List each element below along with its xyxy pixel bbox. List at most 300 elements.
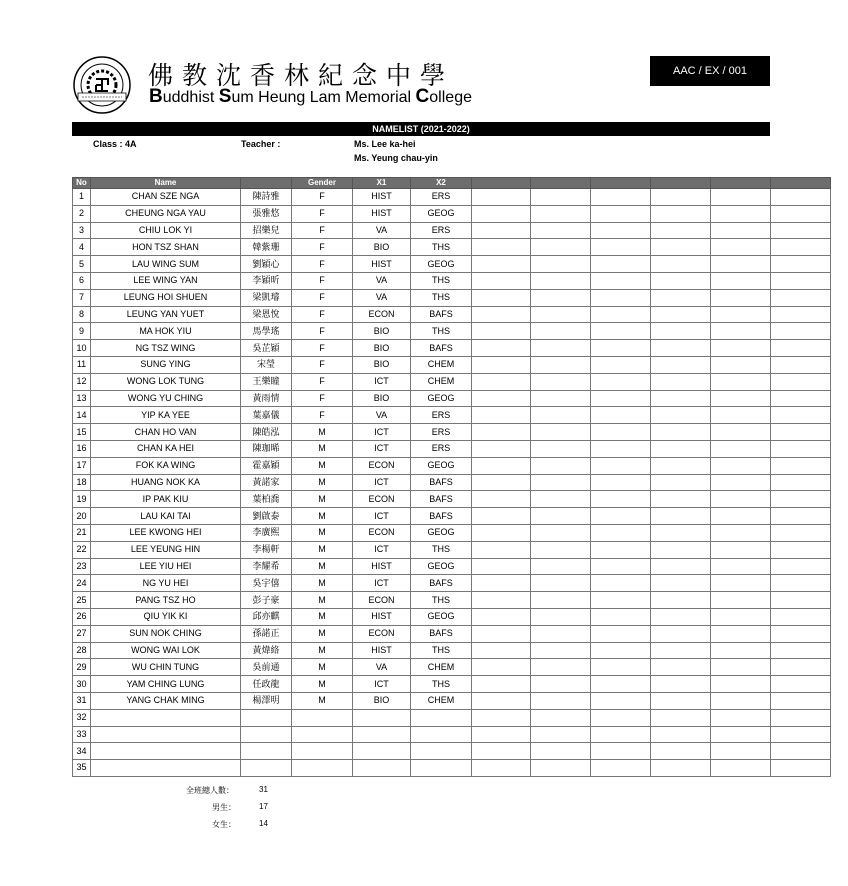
empty-cell bbox=[711, 692, 771, 709]
row-number: 13 bbox=[73, 390, 91, 407]
row-number: 3 bbox=[73, 222, 91, 239]
subject-x1: ICT bbox=[353, 676, 411, 693]
table-row bbox=[73, 323, 831, 340]
table-row bbox=[73, 575, 831, 592]
row-number: 28 bbox=[73, 642, 91, 659]
header-col-blank bbox=[531, 178, 591, 189]
empty-cell bbox=[591, 676, 651, 693]
empty-cell bbox=[711, 608, 771, 625]
student-chinese-name: 李廣熙 bbox=[241, 524, 292, 541]
table-row bbox=[73, 256, 831, 273]
header-col-blank bbox=[472, 178, 531, 189]
subject-x2: BAFS bbox=[411, 474, 472, 491]
student-name: LAU WING SUM bbox=[91, 256, 241, 273]
empty-cell bbox=[711, 373, 771, 390]
row-number: 22 bbox=[73, 541, 91, 558]
subject-x2 bbox=[411, 743, 472, 760]
empty-cell bbox=[651, 289, 711, 306]
student-chinese-name: 李穎昕 bbox=[241, 272, 292, 289]
empty-cell bbox=[591, 390, 651, 407]
student-gender: M bbox=[292, 625, 353, 642]
student-chinese-name: 韓紫珊 bbox=[241, 239, 292, 256]
row-number: 33 bbox=[73, 726, 91, 743]
empty-cell bbox=[771, 323, 831, 340]
empty-cell bbox=[531, 726, 591, 743]
student-chinese-name: 任政龍 bbox=[241, 676, 292, 693]
empty-cell bbox=[472, 457, 531, 474]
empty-cell bbox=[651, 474, 711, 491]
row-number: 20 bbox=[73, 508, 91, 525]
student-gender: M bbox=[292, 692, 353, 709]
row-number: 15 bbox=[73, 424, 91, 441]
student-name: LEUNG HOI SHUEN bbox=[91, 289, 241, 306]
subject-x2: GEOG bbox=[411, 457, 472, 474]
subject-x2: THS bbox=[411, 676, 472, 693]
student-name: YIP KA YEE bbox=[91, 407, 241, 424]
student-chinese-name: 彭子豪 bbox=[241, 592, 292, 609]
empty-cell bbox=[651, 272, 711, 289]
student-chinese-name: 黃煒絡 bbox=[241, 642, 292, 659]
empty-cell bbox=[531, 323, 591, 340]
empty-cell bbox=[531, 524, 591, 541]
empty-cell bbox=[651, 642, 711, 659]
empty-cell bbox=[472, 189, 531, 206]
empty-cell bbox=[711, 440, 771, 457]
student-name: CHAN KA HEI bbox=[91, 440, 241, 457]
empty-cell bbox=[531, 424, 591, 441]
empty-cell bbox=[771, 256, 831, 273]
empty-cell bbox=[711, 491, 771, 508]
empty-cell bbox=[771, 541, 831, 558]
student-gender: M bbox=[292, 676, 353, 693]
student-name: LEE WING YAN bbox=[91, 272, 241, 289]
empty-cell bbox=[591, 726, 651, 743]
student-chinese-name: 黃諾家 bbox=[241, 474, 292, 491]
table-row bbox=[73, 692, 831, 709]
subject-x1 bbox=[353, 760, 411, 777]
empty-cell bbox=[472, 323, 531, 340]
student-chinese-name: 陳珈晞 bbox=[241, 440, 292, 457]
header-col-gender: Gender bbox=[292, 178, 353, 189]
empty-cell bbox=[591, 356, 651, 373]
student-name: CHAN SZE NGA bbox=[91, 189, 241, 206]
subject-x1: HIST bbox=[353, 608, 411, 625]
student-chinese-name: 葉柏喬 bbox=[241, 491, 292, 508]
row-number: 14 bbox=[73, 407, 91, 424]
subject-x1: ICT bbox=[353, 373, 411, 390]
empty-cell bbox=[591, 272, 651, 289]
table-row bbox=[73, 407, 831, 424]
student-gender: M bbox=[292, 659, 353, 676]
empty-cell bbox=[711, 407, 771, 424]
header-col-x1: X1 bbox=[353, 178, 411, 189]
school-logo bbox=[72, 55, 132, 115]
empty-cell bbox=[472, 608, 531, 625]
subject-x1: VA bbox=[353, 272, 411, 289]
row-number: 32 bbox=[73, 709, 91, 726]
student-gender: M bbox=[292, 457, 353, 474]
subject-x2: CHEM bbox=[411, 373, 472, 390]
row-number: 23 bbox=[73, 558, 91, 575]
subject-x1 bbox=[353, 743, 411, 760]
empty-cell bbox=[531, 222, 591, 239]
empty-cell bbox=[591, 659, 651, 676]
empty-cell bbox=[472, 558, 531, 575]
student-gender: F bbox=[292, 205, 353, 222]
empty-cell bbox=[591, 424, 651, 441]
empty-cell bbox=[711, 743, 771, 760]
empty-cell bbox=[531, 642, 591, 659]
empty-cell bbox=[771, 340, 831, 357]
student-name: HON TSZ SHAN bbox=[91, 239, 241, 256]
subject-x2: GEOG bbox=[411, 524, 472, 541]
empty-cell bbox=[591, 760, 651, 777]
empty-cell bbox=[771, 407, 831, 424]
table-row bbox=[73, 222, 831, 239]
empty-cell bbox=[591, 407, 651, 424]
header-col-no: No bbox=[73, 178, 91, 189]
row-number: 35 bbox=[73, 760, 91, 777]
subject-x1: HIST bbox=[353, 256, 411, 273]
student-gender: F bbox=[292, 222, 353, 239]
empty-cell bbox=[771, 676, 831, 693]
subject-x2: BAFS bbox=[411, 491, 472, 508]
empty-cell bbox=[472, 256, 531, 273]
empty-cell bbox=[651, 323, 711, 340]
empty-cell bbox=[531, 390, 591, 407]
empty-cell bbox=[651, 356, 711, 373]
student-chinese-name: 黃雨情 bbox=[241, 390, 292, 407]
empty-cell bbox=[591, 289, 651, 306]
empty-cell bbox=[651, 189, 711, 206]
empty-cell bbox=[771, 289, 831, 306]
subject-x2: THS bbox=[411, 642, 472, 659]
student-name: MA HOK YIU bbox=[91, 323, 241, 340]
student-name: LEUNG YAN YUET bbox=[91, 306, 241, 323]
school-name-part: uddhist bbox=[162, 89, 219, 106]
student-chinese-name: 陳皓泓 bbox=[241, 424, 292, 441]
student-chinese-name: 吳芷穎 bbox=[241, 340, 292, 357]
student-gender: M bbox=[292, 491, 353, 508]
student-name: CHIU LOK YI bbox=[91, 222, 241, 239]
empty-cell bbox=[531, 289, 591, 306]
empty-cell bbox=[711, 709, 771, 726]
empty-cell bbox=[531, 189, 591, 206]
table-row bbox=[73, 642, 831, 659]
student-chinese-name: 梁恩悅 bbox=[241, 306, 292, 323]
student-chinese-name: 李耀希 bbox=[241, 558, 292, 575]
empty-cell bbox=[651, 306, 711, 323]
empty-cell bbox=[591, 373, 651, 390]
student-gender: M bbox=[292, 592, 353, 609]
empty-cell bbox=[651, 440, 711, 457]
subject-x1 bbox=[353, 709, 411, 726]
table-row bbox=[73, 726, 831, 743]
table-row bbox=[73, 524, 831, 541]
table-row bbox=[73, 189, 831, 206]
empty-cell bbox=[771, 726, 831, 743]
empty-cell bbox=[711, 205, 771, 222]
row-number: 4 bbox=[73, 239, 91, 256]
table-row bbox=[73, 743, 831, 760]
empty-cell bbox=[651, 575, 711, 592]
empty-cell bbox=[771, 743, 831, 760]
student-name: SUN NOK CHING bbox=[91, 625, 241, 642]
student-gender: F bbox=[292, 272, 353, 289]
student-chinese-name: 馬學瑤 bbox=[241, 323, 292, 340]
row-number: 9 bbox=[73, 323, 91, 340]
empty-cell bbox=[472, 592, 531, 609]
subject-x1: ICT bbox=[353, 508, 411, 525]
empty-cell bbox=[591, 608, 651, 625]
student-name: HUANG NOK KA bbox=[91, 474, 241, 491]
empty-cell bbox=[771, 424, 831, 441]
row-number: 31 bbox=[73, 692, 91, 709]
table-row bbox=[73, 491, 831, 508]
empty-cell bbox=[591, 625, 651, 642]
subject-x2: THS bbox=[411, 541, 472, 558]
empty-cell bbox=[531, 558, 591, 575]
subject-x2 bbox=[411, 726, 472, 743]
table-row bbox=[73, 659, 831, 676]
empty-cell bbox=[711, 760, 771, 777]
empty-cell bbox=[472, 676, 531, 693]
subject-x1: ICT bbox=[353, 474, 411, 491]
empty-cell bbox=[472, 541, 531, 558]
table-row bbox=[73, 424, 831, 441]
table-row bbox=[73, 625, 831, 642]
empty-cell bbox=[531, 592, 591, 609]
header-col-x2: X2 bbox=[411, 178, 472, 189]
empty-cell bbox=[771, 205, 831, 222]
empty-cell bbox=[591, 440, 651, 457]
empty-cell bbox=[472, 356, 531, 373]
empty-cell bbox=[771, 373, 831, 390]
empty-cell bbox=[472, 575, 531, 592]
header-col-name: Name bbox=[91, 178, 241, 189]
table-row bbox=[73, 457, 831, 474]
subject-x2: GEOG bbox=[411, 390, 472, 407]
empty-cell bbox=[472, 709, 531, 726]
table-row bbox=[73, 340, 831, 357]
empty-cell bbox=[531, 256, 591, 273]
subject-x1: ICT bbox=[353, 541, 411, 558]
student-gender: F bbox=[292, 189, 353, 206]
student-gender: M bbox=[292, 440, 353, 457]
empty-cell bbox=[591, 709, 651, 726]
student-name: IP PAK KIU bbox=[91, 491, 241, 508]
school-name-chinese: 佛教沈香林紀念中學 bbox=[148, 61, 455, 90]
student-gender: F bbox=[292, 390, 353, 407]
empty-cell bbox=[591, 592, 651, 609]
table-row bbox=[73, 289, 831, 306]
student-chinese-name: 楊澤明 bbox=[241, 692, 292, 709]
teacher-name-2: Ms. Yeung chau-yin bbox=[354, 153, 438, 163]
subject-x1: VA bbox=[353, 659, 411, 676]
empty-cell bbox=[651, 760, 711, 777]
empty-cell bbox=[591, 524, 651, 541]
empty-cell bbox=[711, 390, 771, 407]
student-gender: F bbox=[292, 239, 353, 256]
student-name: NG TSZ WING bbox=[91, 340, 241, 357]
subject-x2: BAFS bbox=[411, 575, 472, 592]
empty-cell bbox=[651, 676, 711, 693]
row-number: 12 bbox=[73, 373, 91, 390]
subject-x2: THS bbox=[411, 272, 472, 289]
empty-cell bbox=[771, 575, 831, 592]
empty-cell bbox=[591, 222, 651, 239]
table-row bbox=[73, 760, 831, 777]
empty-cell bbox=[771, 508, 831, 525]
empty-cell bbox=[711, 306, 771, 323]
student-gender bbox=[292, 709, 353, 726]
table-row bbox=[73, 541, 831, 558]
empty-cell bbox=[711, 642, 771, 659]
subject-x1: ICT bbox=[353, 440, 411, 457]
subject-x1 bbox=[353, 726, 411, 743]
table-row bbox=[73, 676, 831, 693]
empty-cell bbox=[591, 205, 651, 222]
table-row bbox=[73, 709, 831, 726]
empty-cell bbox=[531, 508, 591, 525]
row-number: 29 bbox=[73, 659, 91, 676]
document-reference: AAC / EX / 001 bbox=[650, 56, 770, 86]
row-number: 34 bbox=[73, 743, 91, 760]
student-gender: M bbox=[292, 541, 353, 558]
student-chinese-name: 陳詩雅 bbox=[241, 189, 292, 206]
empty-cell bbox=[651, 709, 711, 726]
subject-x2: THS bbox=[411, 289, 472, 306]
subject-x2: BAFS bbox=[411, 508, 472, 525]
empty-cell bbox=[771, 760, 831, 777]
subject-x2: BAFS bbox=[411, 625, 472, 642]
table-row bbox=[73, 390, 831, 407]
empty-cell bbox=[591, 340, 651, 357]
subject-x2: GEOG bbox=[411, 608, 472, 625]
row-number: 7 bbox=[73, 289, 91, 306]
student-name: WONG YU CHING bbox=[91, 390, 241, 407]
school-name-part: ollege bbox=[429, 89, 472, 106]
student-name: WU CHIN TUNG bbox=[91, 659, 241, 676]
empty-cell bbox=[472, 491, 531, 508]
total-students-value: 31 bbox=[259, 785, 268, 794]
empty-cell bbox=[651, 457, 711, 474]
empty-cell bbox=[472, 474, 531, 491]
empty-cell bbox=[651, 592, 711, 609]
empty-cell bbox=[771, 272, 831, 289]
student-chinese-name: 霍嘉穎 bbox=[241, 457, 292, 474]
table-row bbox=[73, 205, 831, 222]
subject-x1: BIO bbox=[353, 692, 411, 709]
empty-cell bbox=[771, 222, 831, 239]
header-col-blank bbox=[771, 178, 831, 189]
table-header-row bbox=[73, 178, 831, 189]
student-gender: F bbox=[292, 323, 353, 340]
empty-cell bbox=[472, 642, 531, 659]
row-number: 6 bbox=[73, 272, 91, 289]
student-name: WONG WAI LOK bbox=[91, 642, 241, 659]
empty-cell bbox=[651, 390, 711, 407]
empty-cell bbox=[591, 474, 651, 491]
empty-cell bbox=[711, 457, 771, 474]
empty-cell bbox=[531, 474, 591, 491]
student-chinese-name: 邱亦麒 bbox=[241, 608, 292, 625]
empty-cell bbox=[651, 608, 711, 625]
empty-cell bbox=[531, 575, 591, 592]
empty-cell bbox=[771, 390, 831, 407]
empty-cell bbox=[651, 491, 711, 508]
empty-cell bbox=[651, 407, 711, 424]
empty-cell bbox=[472, 306, 531, 323]
subject-x1: HIST bbox=[353, 642, 411, 659]
row-number: 19 bbox=[73, 491, 91, 508]
table-row bbox=[73, 373, 831, 390]
row-number: 16 bbox=[73, 440, 91, 457]
subject-x1: BIO bbox=[353, 390, 411, 407]
student-chinese-name: 王樂瞳 bbox=[241, 373, 292, 390]
empty-cell bbox=[472, 508, 531, 525]
empty-cell bbox=[711, 340, 771, 357]
subject-x2: ERS bbox=[411, 189, 472, 206]
empty-cell bbox=[531, 491, 591, 508]
student-chinese-name bbox=[241, 726, 292, 743]
student-chinese-name: 吳前通 bbox=[241, 659, 292, 676]
empty-cell bbox=[711, 289, 771, 306]
empty-cell bbox=[651, 205, 711, 222]
empty-cell bbox=[531, 205, 591, 222]
empty-cell bbox=[472, 407, 531, 424]
student-chinese-name: 宋瑩 bbox=[241, 356, 292, 373]
student-name: QIU YIK KI bbox=[91, 608, 241, 625]
empty-cell bbox=[651, 222, 711, 239]
subject-x2: CHEM bbox=[411, 692, 472, 709]
empty-cell bbox=[531, 541, 591, 558]
student-chinese-name: 孫諾正 bbox=[241, 625, 292, 642]
student-gender: M bbox=[292, 558, 353, 575]
student-gender bbox=[292, 726, 353, 743]
school-name-initial: C bbox=[415, 86, 430, 107]
empty-cell bbox=[771, 440, 831, 457]
empty-cell bbox=[531, 760, 591, 777]
subject-x1: ECON bbox=[353, 491, 411, 508]
subject-x1: BIO bbox=[353, 340, 411, 357]
subject-x2: GEOG bbox=[411, 256, 472, 273]
empty-cell bbox=[531, 340, 591, 357]
table-row bbox=[73, 272, 831, 289]
student-chinese-name: 葉嘉儀 bbox=[241, 407, 292, 424]
female-count-value: 14 bbox=[259, 819, 268, 828]
empty-cell bbox=[531, 306, 591, 323]
subject-x1: HIST bbox=[353, 205, 411, 222]
subject-x1: ECON bbox=[353, 592, 411, 609]
empty-cell bbox=[651, 524, 711, 541]
empty-cell bbox=[651, 625, 711, 642]
empty-cell bbox=[771, 608, 831, 625]
table-row bbox=[73, 239, 831, 256]
subject-x2: ERS bbox=[411, 222, 472, 239]
student-gender: M bbox=[292, 474, 353, 491]
empty-cell bbox=[771, 709, 831, 726]
row-number: 10 bbox=[73, 340, 91, 357]
header-col-blank bbox=[711, 178, 771, 189]
table-row bbox=[73, 306, 831, 323]
row-number: 5 bbox=[73, 256, 91, 273]
subject-x1: ECON bbox=[353, 457, 411, 474]
empty-cell bbox=[472, 222, 531, 239]
student-name: PANG TSZ HO bbox=[91, 592, 241, 609]
empty-cell bbox=[711, 575, 771, 592]
empty-cell bbox=[771, 659, 831, 676]
